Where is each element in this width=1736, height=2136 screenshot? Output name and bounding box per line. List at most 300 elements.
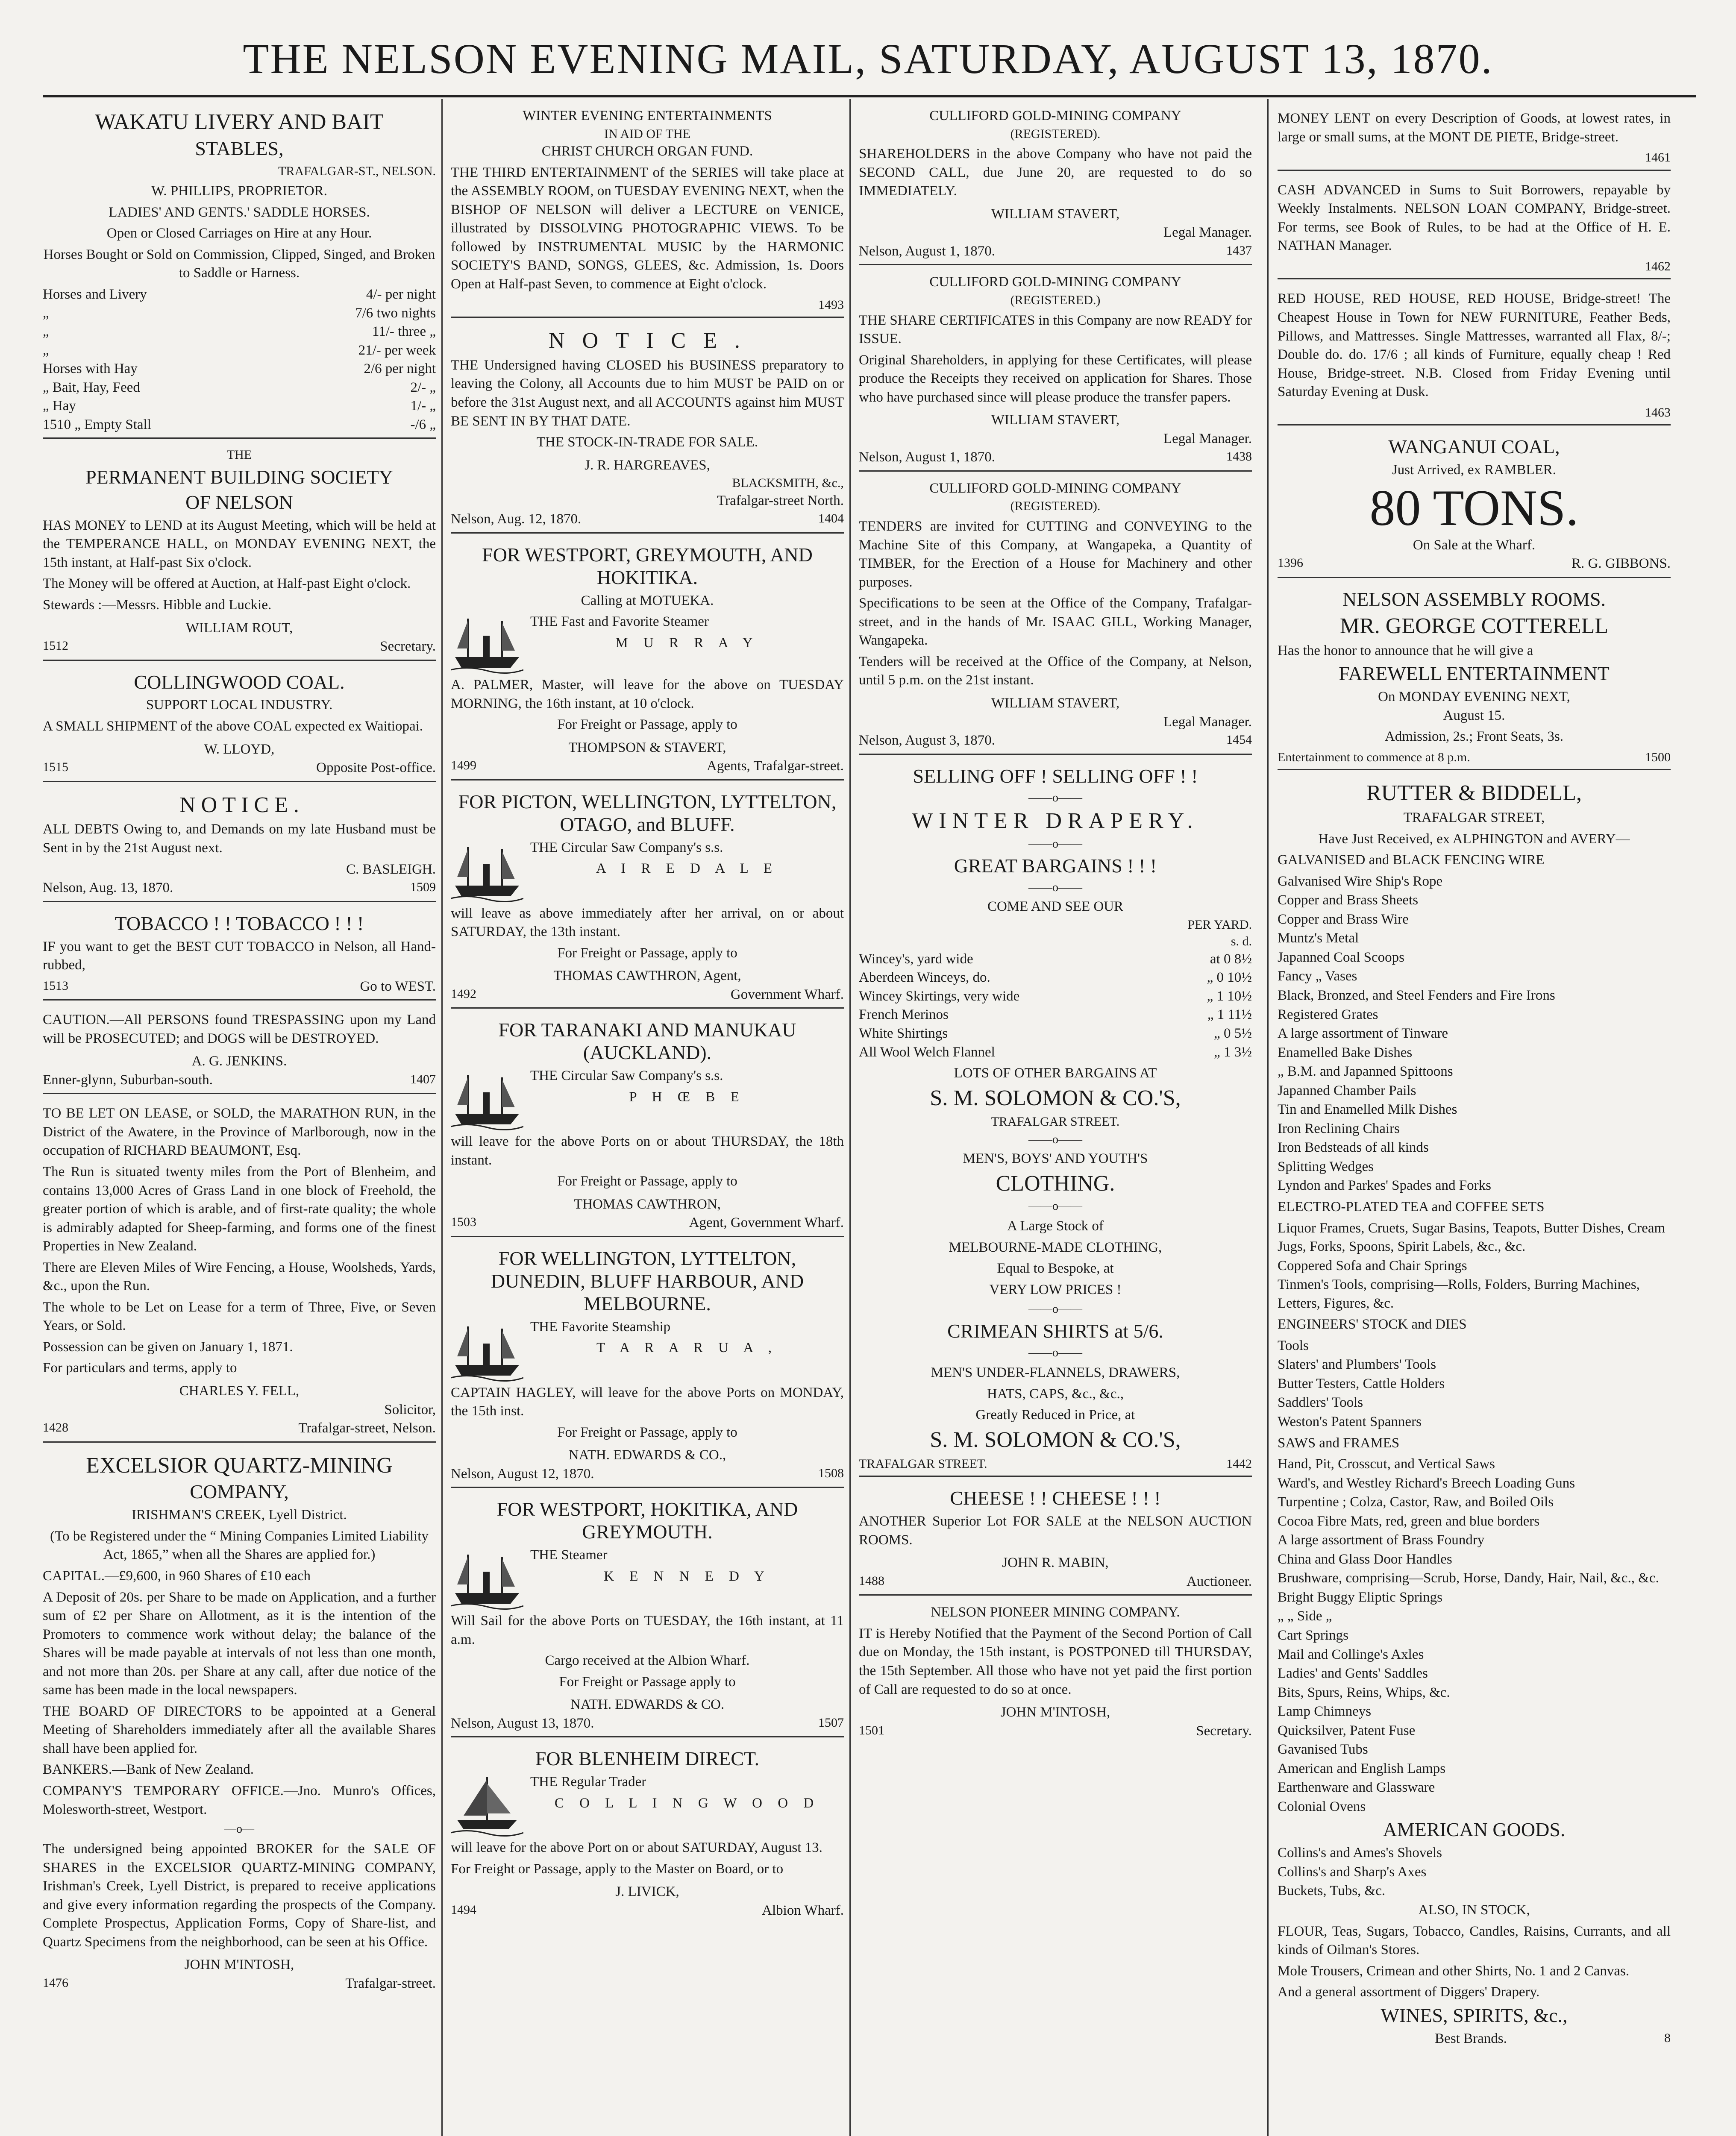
ad-signature: THOMAS CAWTHRON, [574, 1196, 721, 1212]
ad-steamer-murray [451, 532, 844, 776]
price-row [859, 950, 1252, 969]
ad-body: BANKERS.—Bank of New Zealand. [43, 1762, 254, 1778]
ad-line: MEN'S, BOYS' AND YOUTH'S [963, 1150, 1148, 1166]
ad-date: Nelson, August 1, 1870. [859, 243, 996, 259]
ad-role: Legal Manager. [1163, 714, 1252, 730]
ad-tobacco [43, 901, 436, 996]
list-item: Copper and Brass Sheets [1278, 892, 1419, 908]
rate-label: „ [43, 305, 49, 321]
list-item: Brushware, comprising—Scrub, Horse, Dandy, Hair, Nail, &c., &c. [1278, 1570, 1659, 1586]
ad-number: 1509 [410, 880, 436, 895]
ad-line: On MONDAY EVENING NEXT, [1378, 689, 1570, 704]
ad-body: HAS MONEY to LEND at its August Meeting, which will be held at the TEMPERANCE HALL, on MONDAY EVENING NEXT, the 15th instant, at Half-past Six o'clock. [43, 517, 436, 570]
section-heading: GALVANISED and BLACK FENCING WIRE [1278, 852, 1545, 868]
ad-title: CHEESE ! ! CHEESE ! ! ! [950, 1487, 1161, 1509]
divider: ——o—— [1028, 1303, 1082, 1316]
ad-footer [451, 1714, 844, 1733]
ad-title: FOR WESTPORT, GREYMOUTH, AND HOKITIKA. [482, 543, 813, 588]
ad-footer [859, 731, 1252, 750]
steamship-icon [451, 839, 523, 903]
ad-body: Will Sail for the above Ports on TUESDAY, the 16th instant, at 11 a.m. [451, 1613, 844, 1647]
ad-body: FLOUR, Teas, Sugars, Tobacco, Candles, Raisins, Currants, and all kinds of Oilman's Stores. [1278, 1923, 1671, 1958]
ad-body: CASH ADVANCED in Sums to Suit Borrowers, repayable by Weekly Instalments. NELSON LOAN COMPANY, Bridge-street. For terms, see Book of Rules, to be had at the Office of H. E. NATHAN Manager. [1278, 182, 1671, 254]
steamship-icon [451, 610, 523, 674]
ad-signature: J. R. HARGREAVES, [585, 457, 710, 473]
ad-subtitle: SUPPORT LOCAL INDUSTRY. [146, 697, 333, 713]
list-item: Japanned Coal Scoops [1278, 949, 1404, 965]
rate-label: 1510 „ Empty Stall [43, 417, 151, 432]
ad-subtitle: COMPANY, [190, 1481, 289, 1503]
ad-body: A. PALMER, Master, will leave for the above on TUESDAY MORNING, the 16th instant, at 10 o'clock. [451, 677, 844, 711]
rates-table [43, 285, 436, 434]
list-item: Bits, Spurs, Reins, Whips, &c. [1278, 1684, 1450, 1700]
ad-address: TRAFALGAR STREET, [1403, 810, 1545, 826]
ad-number: 1407 [410, 1072, 436, 1086]
ad-pre: THE [226, 448, 252, 462]
price-row [859, 968, 1252, 987]
ad-footer [859, 1573, 1252, 1591]
ad-title: NELSON PIONEER MINING COMPANY. [931, 1605, 1180, 1620]
list-item: Galvanised Wire Ship's Rope [1278, 873, 1443, 889]
ad-title: PERMANENT BUILDING SOCIETY [85, 466, 393, 488]
list-item: China and Glass Door Handles [1278, 1551, 1452, 1567]
goods-list [1278, 1337, 1671, 1432]
ad-role: Legal Manager. [1163, 431, 1252, 446]
list-item: „ „ Side „ [1278, 1608, 1332, 1624]
ad-date: Nelson, Aug. 12, 1870. [451, 511, 582, 527]
ad-signature: NATH. EDWARDS & CO. [570, 1697, 725, 1713]
ad-subtitle: CLOTHING. [996, 1171, 1115, 1196]
ad-title: TOBACCO ! ! TOBACCO ! ! ! [115, 912, 364, 934]
ad-title: FOR WELLINGTON, LYTTELTON, DUNEDIN, BLUFF HARBOUR, AND MELBOURNE. [491, 1247, 804, 1314]
ad-number: 1513 [43, 978, 68, 993]
ad-date: Nelson, August 3, 1870. [859, 733, 996, 748]
ad-line: COME AND SEE OUR [987, 899, 1124, 915]
divider: ——o—— [1028, 881, 1082, 895]
ad-line: Admission, 2s.; Front Seats, 3s. [1384, 729, 1564, 745]
ad-subtitle: CRIMEAN SHIRTS at 5/6. [947, 1320, 1163, 1342]
rate-value: 11/- three „ [372, 324, 436, 340]
ad-line: HATS, CAPS, &c., &c., [987, 1386, 1124, 1402]
goods-list [1278, 1455, 1671, 1816]
ad-notice-hargreaves [451, 317, 844, 529]
ad-number: 1437 [1226, 243, 1252, 258]
ad-body: Specifications to be seen at the Office of the Company, Trafalgar-street, and in the hands of Mr. ISAAC GILL, Working Manager, Wangapeka. [859, 596, 1252, 648]
ad-number: 1462 [1645, 259, 1671, 273]
steamship-icon [451, 1067, 523, 1131]
ad-subtitle: STABLES, [195, 137, 284, 159]
ad-place: Enner-glynn, Suburban-south. [43, 1072, 213, 1088]
ad-steamer-kennedy [451, 1487, 844, 1733]
list-item: Mail and Collinge's Axles [1278, 1646, 1424, 1662]
column-1 [43, 107, 436, 1996]
ad-place: Trafalgar-street, Nelson. [298, 1420, 436, 1436]
ad-body: Mole Trousers, Crimean and other Shirts, No. 1 and 2 Canvas. [1278, 1963, 1630, 1979]
ad-winter-drapery [859, 754, 1252, 1473]
divider: ——o—— [1028, 837, 1082, 851]
ad-number: 1512 [43, 639, 68, 653]
ad-body: CAUTION.—All PERSONS found TRESPASSING upon my Land will be PROSECUTED; and DOGS will be DESTROYED. [43, 1012, 436, 1046]
performer-name: MR. GEORGE COTTERELL [1339, 613, 1609, 638]
ship-name: M U R R A Y [615, 635, 759, 651]
list-item: Tin and Enamelled Milk Dishes [1278, 1102, 1457, 1118]
ad-date: Nelson, Aug. 13, 1870. [43, 880, 173, 896]
goods-list [1278, 1844, 1671, 1901]
ad-footer [451, 1901, 844, 1920]
ad-line: LOTS OF OTHER BARGAINS AT [954, 1065, 1157, 1081]
list-item: Coppered Sofa and Chair Springs [1278, 1258, 1467, 1273]
ad-footer [1278, 555, 1671, 573]
ad-line: On Sale at the Wharf. [1413, 537, 1536, 553]
column-rule [441, 99, 443, 2136]
ad-title: FOR WESTPORT, HOKITIKA, AND GREYMOUTH. [496, 1498, 798, 1543]
ad-signature: A. G. JENKINS. [191, 1053, 287, 1069]
ship-name: K E N N E D Y [604, 1568, 770, 1584]
firm-name: S. M. SOLOMON & CO.'S, [930, 1427, 1181, 1452]
ad-footer [451, 1465, 844, 1484]
ad-place: Trafalgar-street North. [717, 493, 844, 508]
item-price: „ 0 5½ [1214, 1026, 1252, 1041]
ad-body: For Freight or Passage, apply to [557, 1174, 737, 1189]
list-item: Black, Bronzed, and Steel Fenders and Fire Irons [1278, 987, 1555, 1003]
ad-subtitle: Calling at MOTUEKA. [581, 593, 714, 608]
ad-number: 1442 [1226, 1456, 1252, 1471]
ad-body: RED HOUSE, RED HOUSE, RED HOUSE, Bridge-street! The Cheapest House in Town for NEW FURNITURE, Feather Beds, Pillows, and Mattresses. Single Mattresses, warranted all Flax, 8/-; Double do. do. 17/6 ; all kinds of Furniture, equally cheap ! Red House, Bridge-street. N.B. Closed from Friday Evening until Saturday Evening at Dusk. [1278, 291, 1671, 400]
ad-number: 1493 [818, 297, 844, 312]
rate-value: 2/6 per night [364, 361, 436, 377]
ad-number: 1508 [818, 1466, 844, 1480]
ad-pioneer-mining [859, 1594, 1252, 1740]
ad-line: A Large Stock of [1007, 1218, 1104, 1234]
ad-subtitle: Just Arrived, ex RAMBLER. [1392, 462, 1557, 478]
ad-number: 1500 [1645, 750, 1671, 764]
list-item: Turpentine ; Colza, Castor, Raw, and Boiled Oils [1278, 1494, 1554, 1510]
list-item: Splitting Wedges [1278, 1159, 1374, 1174]
ad-body: ANOTHER Superior Lot FOR SALE at the NELSON AUCTION ROOMS. [859, 1514, 1252, 1548]
ship-name: T A R A R U A , [596, 1340, 778, 1356]
ad-subtitle: THE STOCK-IN-TRADE FOR SALE. [536, 434, 758, 450]
ad-culliford-call [859, 107, 1252, 261]
ad-steamer-phoebe [451, 1007, 844, 1232]
list-item: Earthenware and Glassware [1278, 1780, 1435, 1796]
ad-footer [43, 1975, 436, 1993]
list-item: Iron Reclining Chairs [1278, 1121, 1400, 1136]
rate-label: „ [43, 324, 49, 340]
ad-footer [451, 757, 844, 776]
divider: ——o—— [1028, 1200, 1082, 1213]
ad-body: For Freight or Passage, apply to [557, 1424, 737, 1440]
ad-body: will leave as above immediately after her arrival, on or about SATURDAY, the 13th instant. [451, 905, 844, 940]
ship-name: C O L L I N G W O O D [554, 1795, 820, 1811]
ad-title: N O T I C E . [549, 329, 746, 353]
ad-date: Nelson, August 12, 1870. [451, 1466, 594, 1482]
ad-body: And a general assortment of Diggers' Drapery. [1278, 1984, 1540, 2000]
ad-subtitle: GREAT BARGAINS ! ! ! [954, 855, 1157, 877]
ad-body: For Freight or Passage, apply to [557, 945, 737, 961]
list-item: Fancy „ Vases [1278, 968, 1357, 984]
ad-title: FOR BLENHEIM DIRECT. [535, 1748, 760, 1770]
ad-number: 1463 [1645, 405, 1671, 420]
ad-cash-advanced [1278, 170, 1671, 275]
ad-title: FOR TARANAKI AND MANUKAU (AUCKLAND). [498, 1019, 796, 1064]
ad-body: THE THIRD ENTERTAINMENT of the SERIES will take place at the ASSEMBLY ROOM, on TUESDAY EVENING NEXT, when the BISHOP OF NELSON will deliver a LECTURE on VENICE, illustrated by DISSOLVING PHOTOGRAPHIC VIEWS. To be followed by INSTRUMENTAL MUSIC by the HARMONIC SOCIETY'S BAND, SONGS, GLEES, &c. Admission, 1s. Doors Open at Half-past Seven, to commence at Eight o'clock. [451, 164, 844, 292]
rate-label: Horses with Hay [43, 361, 138, 377]
ad-role: Albion Wharf. [762, 1902, 844, 1918]
ad-body: A Deposit of 20s. per Share to be made on Application, and a further sum of £2 per Share on Allotment, as it is the intention of the Promoters to commence work without delay; the balance of the Shares will be made payable at intervals of not less than one month, and not more than 20s. per Share at any call, after due notice of the same has been made in the local newspapers. [43, 1589, 436, 1698]
ad-body: (To be Registered under the “ Mining Companies Limited Liability Act, 1865,” when all the Shares are applied for.) [50, 1528, 429, 1563]
list-item: Bright Buggy Eliptic Springs [1278, 1589, 1442, 1605]
list-item: Registered Grates [1278, 1006, 1378, 1022]
ad-signature: NATH. EDWARDS & CO., [568, 1447, 726, 1463]
ad-footer [43, 759, 436, 778]
firm-name: S. M. SOLOMON & CO.'S, [930, 1086, 1181, 1110]
ad-footer [859, 242, 1252, 261]
ad-number: 1501 [859, 1723, 884, 1737]
ad-number: 1476 [43, 1975, 68, 1990]
ad-building-society [43, 437, 436, 656]
ad-signature: J. LIVICK, [615, 1884, 679, 1900]
ad-title: CULLIFORD GOLD-MINING COMPANY [929, 480, 1181, 496]
list-item: Enamelled Bake Dishes [1278, 1045, 1413, 1060]
ad-body: THE Undersigned having CLOSED his BUSINESS preparatory to leaving the Colony, all Accounts due to him MUST be PAID on or before the 31st August next, and all ACCOUNTS against him MUST BE SENT IN BY THAT DATE. [451, 357, 844, 429]
ad-marathon-run-lease [43, 1093, 436, 1438]
ad-subtitle: IN AID OF THE [604, 126, 690, 141]
ad-title: N O T I C E . [179, 792, 299, 817]
list-item: Gavanised Tubs [1278, 1742, 1368, 1758]
ad-signature: R. G. GIBBONS. [1572, 556, 1671, 572]
item-price: „ 1 3½ [1214, 1044, 1252, 1060]
ad-body: For Freight or Passage, apply to [557, 717, 737, 733]
ship-name: P H Œ B E [629, 1089, 745, 1105]
rate-label: „ [43, 342, 49, 358]
steamship-icon [451, 1318, 523, 1382]
ad-footer [1278, 749, 1671, 766]
ad-signature: WILLIAM ROUT, [185, 620, 293, 636]
ad-culliford-certificates [859, 264, 1252, 467]
ad-collingwood-coal [43, 660, 436, 778]
price-row [859, 1006, 1252, 1024]
rate-value: 4/- per night [366, 287, 436, 302]
list-item: A large assortment of Brass Foundry [1278, 1532, 1485, 1548]
ad-body: For particulars and terms, apply to [43, 1360, 237, 1376]
ad-money-lent [1278, 109, 1671, 166]
ad-proprietor: W. PHILLIPS, PROPRIETOR. [151, 183, 327, 199]
ad-address: TRAFALGAR STREET. [991, 1115, 1120, 1129]
section-heading: WINES, SPIRITS, &c., [1381, 2004, 1568, 2026]
ad-steamer-airedale [451, 779, 844, 1004]
ad-line: MELBOURNE-MADE CLOTHING, [949, 1239, 1162, 1255]
ad-date: Nelson, August 1, 1870. [859, 449, 996, 465]
ad-line: Equal to Bespoke, at [997, 1261, 1114, 1276]
rate-label: Horses and Livery [43, 287, 147, 302]
rate-value: 21/- per week [358, 342, 436, 358]
ad-footer [859, 1722, 1252, 1741]
list-item: Weston's Patent Spanners [1278, 1414, 1422, 1429]
list-item: Saddlers' Tools [1278, 1395, 1363, 1411]
rate-row [43, 378, 436, 397]
list-item: Liquor Frames, Cruets, Sugar Basins, Teapots, Butter Dishes, Cream Jugs, Forks, Spoons, Spirit Labels, &c., &c. [1278, 1220, 1666, 1255]
ad-line: Entertainment to commence at 8 p.m. [1278, 750, 1470, 764]
ad-title: EXCELSIOR QUARTZ-MINING [86, 1453, 393, 1478]
steamship-icon [451, 1546, 523, 1610]
list-item: Copper and Brass Wire [1278, 911, 1409, 927]
rate-value: 1/- „ [410, 398, 436, 414]
list-item: Muntz's Metal [1278, 930, 1359, 946]
ad-number: 1438 [1226, 449, 1252, 464]
ad-body: Cargo received at the Albion Wharf. [545, 1653, 750, 1669]
rate-row [43, 341, 436, 360]
ad-address: TRAFALGAR-ST., NELSON. [278, 164, 436, 178]
ad-location: IRISHMAN'S CREEK, Lyell District. [132, 1507, 347, 1523]
ad-signature: CHARLES Y. FELL, [179, 1383, 300, 1399]
ad-number: 8 [1664, 2030, 1671, 2045]
ad-body: THE Circular Saw Company's s.s. [530, 1068, 723, 1084]
item-price: „ 1 11½ [1207, 1007, 1252, 1023]
ad-line: LADIES' AND GENTS.' SADDLE HORSES. [109, 204, 370, 220]
ad-body: COMPANY'S TEMPORARY OFFICE.—Jno. Munro's Offices, Molesworth-street, Westport. [43, 1783, 436, 1817]
ad-body: IF you want to get the BEST CUT TOBACCO in Nelson, all Hand-rubbed, [43, 939, 436, 973]
ad-role: Agents, Trafalgar-street. [706, 758, 844, 774]
price-row [859, 1024, 1252, 1043]
item-label: Wincey's, yard wide [859, 951, 973, 967]
column-3 [859, 107, 1252, 1744]
rate-value: 7/6 two nights [355, 305, 436, 321]
rate-value: -/6 „ [410, 417, 436, 432]
ad-title: WINTER EVENING ENTERTAINMENTS [523, 108, 772, 123]
divider: ——o—— [1028, 791, 1082, 804]
rate-row [43, 323, 436, 341]
ad-number: 1515 [43, 760, 68, 775]
rate-label: „ Hay [43, 398, 76, 414]
item-price: „ 1 10½ [1207, 988, 1252, 1004]
list-item: Ward's, and Westley Richard's Breech Loading Guns [1278, 1475, 1575, 1491]
ad-body: THE Regular Trader [530, 1774, 646, 1790]
ad-number: 1499 [451, 758, 476, 773]
ad-body: THE Steamer [530, 1547, 608, 1563]
ad-signature: THOMAS CAWTHRON, Agent, [553, 968, 741, 984]
list-item: Ladies' and Gents' Saddles [1278, 1666, 1428, 1681]
ad-headline: 80 TONS. [1369, 479, 1579, 536]
ad-body: ALL DEBTS Owing to, and Demands on my late Husband must be Sent in by the 21st August next. [43, 822, 436, 856]
ad-footer [451, 986, 844, 1004]
ad-number: 1507 [818, 1715, 844, 1730]
ad-footer [859, 1455, 1252, 1473]
ad-line: Open or Closed Carriages on Hire at any Hour. [106, 226, 372, 241]
ad-body: For Freight or Passage apply to [559, 1674, 736, 1690]
ad-line: VERY LOW PRICES ! [989, 1282, 1122, 1297]
ad-body: Has the honor to announce that he will give a [1278, 643, 1533, 658]
ad-title: SELLING OFF ! SELLING OFF ! ! [913, 765, 1198, 787]
list-item: Tinmen's Tools, comprising—Rolls, Folders, Burring Machines, Letters, Figures, &c. [1278, 1277, 1640, 1311]
ad-number: 1492 [451, 986, 476, 1001]
ad-role: Secretary. [380, 639, 436, 654]
ad-body: Stewards :—Messrs. Hibble and Luckie. [43, 597, 272, 613]
ad-line: Horses Bought or Sold on Commission, Clipped, Singed, and Broken to Saddle or Harness. [43, 246, 435, 281]
price-row [859, 1043, 1252, 1062]
masthead-rule [43, 95, 1696, 97]
ad-signature: WILLIAM STAVERT, [991, 206, 1120, 222]
ad-footer [451, 1214, 844, 1232]
ad-body: THE BOARD OF DIRECTORS to be appointed at a General Meeting of Shareholders immediately after all the available Shares shall have been applied for. [43, 1703, 436, 1756]
divider: ——o—— [1028, 1133, 1082, 1147]
ad-trader-collingwood [451, 1736, 844, 1920]
ad-rutter-biddell [1278, 769, 1671, 2048]
rate-value: 2/- „ [410, 379, 436, 395]
column-4 [1278, 107, 1671, 2051]
ad-body: There are Eleven Miles of Wire Fencing, a House, Woolsheds, Yards, &c., upon the Run. [43, 1259, 436, 1294]
ad-title: WINTER DRAPERY. [912, 809, 1199, 833]
ad-signature: WILLIAM STAVERT, [991, 412, 1120, 428]
list-item: Cocoa Fibre Mats, red, green and blue borders [1278, 1513, 1540, 1529]
ad-body: The Run is situated twenty miles from the Port of Blenheim, and contains 13,000 Acres of Grass Land in one block of Freehold, the greater portion of which is arable, and of first-rate quality; the whole is admirably adapted for Sheep-farming, and forms one of the finest Properties in New Zealand. [43, 1164, 436, 1254]
ad-footer [43, 977, 436, 996]
list-item: Iron Bedsteads of all kinds [1278, 1140, 1429, 1156]
ad-number: 1404 [818, 511, 844, 526]
rate-row [43, 416, 436, 434]
column-rule [849, 99, 851, 2136]
ad-body: THE Fast and Favorite Steamer [530, 614, 709, 630]
ad-signature: JOHN M'INTOSH, [1000, 1705, 1110, 1720]
ad-date: Nelson, August 13, 1870. [451, 1715, 594, 1731]
item-price: „ 0 10½ [1207, 970, 1252, 986]
ad-culliford-tenders [859, 470, 1252, 750]
list-item: „ B.M. and Japanned Spittoons [1278, 1064, 1453, 1080]
ad-excelsior-mining [43, 1441, 436, 1993]
ad-title: WANGANUI COAL, [1388, 436, 1560, 458]
item-label: White Shirtings [859, 1026, 948, 1041]
rate-row [43, 304, 436, 323]
price-header: s. d. [1231, 934, 1252, 949]
list-item: Tools [1278, 1338, 1309, 1353]
ad-footer [859, 448, 1252, 467]
rate-row [43, 397, 436, 416]
list-item: Japanned Chamber Pails [1278, 1083, 1416, 1098]
ad-body: IT is Hereby Notified that the Payment of the Second Portion of Call due on Monday, the 15th instant, is POSTPONED till THURSDAY, the 15th September. All those who have not yet paid the first portion of Call are requested to do so at once. [859, 1625, 1252, 1697]
ad-footer [451, 510, 844, 529]
ad-title: RUTTER & BIDDELL, [1366, 781, 1582, 806]
ad-body: CAPTAIN HAGLEY, will leave for the above Ports on MONDAY, the 15th inst. [451, 1385, 844, 1419]
ad-body: Tenders will be received at the Office of the Company, at Nelson, until 5 p.m. on the 21st instant. [859, 654, 1252, 688]
section-heading: ELECTRO-PLATED TEA and COFFEE SETS [1278, 1199, 1545, 1215]
ad-wanganui-coal [1278, 424, 1671, 573]
item-label: French Merinos [859, 1007, 949, 1023]
ad-number: 1396 [1278, 556, 1303, 570]
ad-red-house [1278, 278, 1671, 421]
ad-assembly-rooms [1278, 577, 1671, 766]
ad-role: Go to WEST. [360, 978, 436, 994]
ad-title: NELSON ASSEMBLY ROOMS. [1342, 588, 1606, 610]
ad-cheese [859, 1476, 1252, 1591]
item-label: All Wool Welch Flannel [859, 1044, 995, 1060]
sailing-ship-icon [451, 1773, 523, 1837]
ad-body: TO BE LET ON LEASE, or SOLD, the MARATHON RUN, in the District of the Awatere, in the Province of Marlborough, now in the occupation of RICHARD BEAUMONT, Esq. [43, 1106, 436, 1159]
ad-role: Solicitor, [384, 1402, 436, 1417]
ad-subtitle: (REGISTERED). [1010, 499, 1101, 513]
ad-body: The Money will be offered at Auction, at Half-past Eight o'clock. [43, 576, 411, 592]
ad-line: MEN'S UNDER-FLANNELS, DRAWERS, [931, 1365, 1180, 1381]
ad-body: For Freight or Passage, apply to the Master on Board, or to [451, 1861, 784, 1877]
price-table [859, 950, 1252, 1062]
list-item: Lyndon and Parkes' Spades and Forks [1278, 1178, 1491, 1194]
ad-number: 1503 [451, 1215, 476, 1229]
ad-body: THE Circular Saw Company's s.s. [530, 839, 723, 855]
ad-subtitle: CHRIST CHURCH ORGAN FUND. [541, 144, 753, 159]
ad-line: Have Just Received, ex ALPHINGTON and AVERY— [1318, 831, 1630, 847]
item-label: Wincey Skirtings, very wide [859, 988, 1020, 1004]
section-heading: ALSO, IN STOCK, [1418, 1902, 1530, 1918]
ad-notice-debts [43, 781, 436, 898]
ad-subtitle: (REGISTERED.) [1010, 293, 1101, 307]
